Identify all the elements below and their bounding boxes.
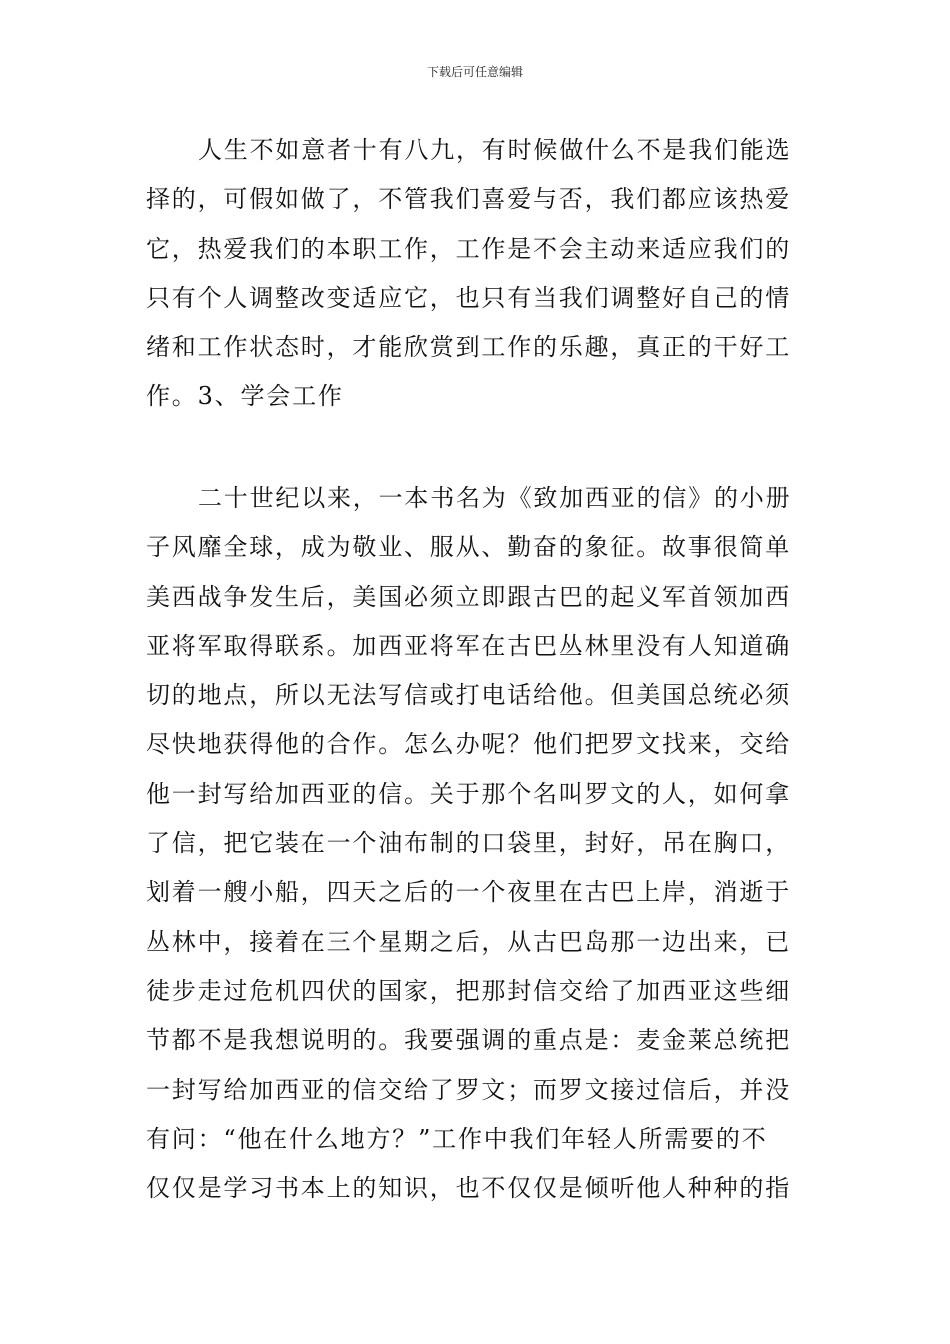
text-line: 亚将军取得联系。加西亚将军在古巴丛林里没有人知道确: [146, 631, 791, 660]
text-line: 它，热爱我们的本职工作，工作是不会主动来适应我们的: [146, 234, 791, 263]
text-line: 切的地点，所以无法写信或打电话给他。但美国总统必须: [146, 681, 791, 710]
text-line: 绪和工作状态时，才能欣赏到工作的乐趣，真正的干好工: [146, 333, 791, 362]
text-line: 一封写给加西亚的信交给了罗文；而罗文接过信后，并没: [146, 1075, 791, 1104]
text-line: 徒步走过危机四伏的国家，把那封信交给了加西亚这些细: [146, 976, 791, 1005]
text-line: 作。3、学会工作: [146, 382, 344, 411]
text-line: 择的，可假如做了，不管我们喜爱与否，我们都应该热爱: [146, 185, 791, 214]
text-line: 他一封写给加西亚的信。关于那个名叫罗文的人，如何拿: [146, 779, 791, 808]
text-line: 丛林中，接着在三个星期之后，从古巴岛那一边出来，已: [146, 927, 791, 956]
page-header: 下载后可任意编辑: [426, 65, 523, 79]
text-line: 子风靡全球，成为敬业、服从、勤奋的象征。故事很简单: [146, 533, 791, 562]
text-line: 只有个人调整改变适应它，也只有当我们调整好自己的情: [146, 283, 791, 312]
text-line: 划着一艘小船，四天之后的一个夜里在古巴上岸，消逝于: [146, 878, 791, 907]
text-line: 二十世纪以来，一本书名为《致加西亚的信》的小册: [198, 484, 792, 512]
paragraph-1: [146, 126, 808, 422]
text-line: 节都不是我想说明的。我要强调的重点是：麦金莱总统把: [146, 1026, 791, 1055]
text-line: 尽快地获得他的合作。怎么办呢？他们把罗文找来，交给: [146, 730, 791, 759]
text-line: 美西战争发生后，美国必须立即跟古巴的起义军首领加西: [146, 582, 791, 611]
paragraph-2: [146, 474, 808, 1213]
text-line: 有问：“他在什么地方？”工作中我们年轻人所需要的不: [146, 1124, 768, 1153]
text-line: 了信，把它装在一个油布制的口袋里，封好，吊在胸口，: [146, 829, 791, 858]
text-line: 人生不如意者十有八九，有时候做什么不是我们能选: [198, 136, 792, 164]
text-line: 仅仅是学习书本上的知识，也不仅仅是倾听他人种种的指: [146, 1174, 791, 1203]
